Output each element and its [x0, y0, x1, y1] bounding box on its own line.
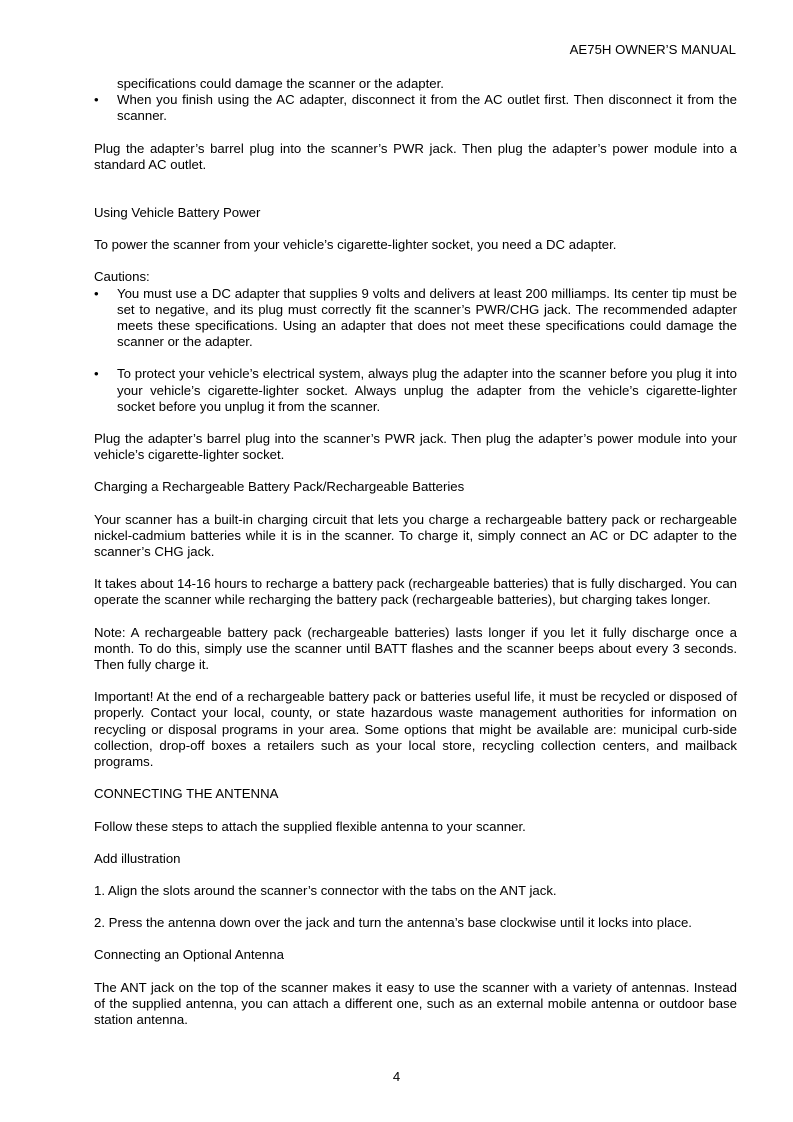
step-2: 2. Press the antenna down over the jack and turn the antenna’s base clockwise until it locks into place. — [94, 915, 692, 931]
bullet-item: • To protect your vehicle’s electrical system, always plug the adapter into the scanner before you plug it into your vehicle’s cigarette-lighter socket. Always unplug the adapter from the vehicle’s cigarette-lighter socket before you unplug it from the scanner. — [94, 366, 737, 415]
antenna-heading: CONNECTING THE ANTENNA — [94, 786, 279, 802]
caution-bullets — [94, 286, 737, 415]
page-body — [94, 76, 737, 1028]
important-paragraph: Important! At the end of a rechargeable battery pack or batteries useful life, it must be recycled or disposed of properly. Contact your local, county, or state hazardous waste management authorities for information on recycling or disposal programs in your area. Some options that might be available are: municipal curb-side collection, drop-off boxes a retailers such as your local store, recycling collection centers, and mailback programs. — [94, 689, 737, 770]
optional-antenna-heading: Connecting an Optional Antenna — [94, 947, 284, 963]
dc-plug-paragraph: Plug the adapter’s barrel plug into the scanner’s PWR jack. Then plug the adapter’s power module into your vehicle’s cigarette-lighter socket. — [94, 431, 737, 463]
note-paragraph: Note: A rechargeable battery pack (rechargeable batteries) lasts longer if you let it fully discharge once a month. To do this, simply use the scanner until BATT flashes and the scanner beeps about every 3 seconds. Then fully charge it. — [94, 624, 737, 673]
ac-plug-paragraph: Plug the adapter’s barrel plug into the scanner’s PWR jack. Then plug the adapter’s power module into a standard AC outlet. — [94, 140, 737, 172]
cautions-label: Cautions: — [94, 269, 150, 285]
antenna-intro-paragraph: Follow these steps to attach the supplied flexible antenna to your scanner. — [94, 818, 526, 834]
add-illustration-note: Add illustration — [94, 850, 181, 866]
running-header: AE75H OWNER’S MANUAL — [569, 42, 736, 57]
vehicle-intro-paragraph: To power the scanner from your vehicle’s cigarette-lighter socket, you need a DC adapter. — [94, 237, 617, 253]
optional-antenna-paragraph: The ANT jack on the top of the scanner makes it easy to use the scanner with a variety of antennas. Instead of the supplied antenna, you can attach a different one, such as an external mobile antenna or outdoor base station antenna. — [94, 979, 737, 1027]
bullet-item: • You must use a DC adapter that supplies 9 volts and delivers at least 200 milliamps. Its center tip must be set to negative, and its plug must correctly fit the scanner’s PWR/CHG jack. The recommended adapter meets these specifications. Using an adapter that does not meet these specifications could damage the scanner or the adapter. — [94, 286, 737, 351]
step-1: 1. Align the slots around the scanner’s connector with the tabs on the ANT jack. — [94, 882, 557, 898]
vehicle-battery-heading: Using Vehicle Battery Power — [94, 205, 261, 221]
charging-heading: Charging a Rechargeable Battery Pack/Rechargeable Batteries — [94, 479, 465, 495]
continued-bullet-text: specifications could damage the scanner or the adapter. — [117, 76, 444, 91]
bullet-item: • When you finish using the AC adapter, disconnect it from the AC outlet first. Then disconnect it from the scanner. — [94, 92, 737, 124]
ac-adapter-bullets — [94, 92, 737, 124]
page-number: 4 — [392, 1069, 401, 1084]
charging-circuit-paragraph: Your scanner has a built-in charging circuit that lets you charge a rechargeable battery pack or rechargeable nickel-cadmium batteries while it is in the scanner. To charge it, simply connect an AC or DC adapter to the scanner’s CHG jack. — [94, 511, 737, 560]
charge-time-paragraph: It takes about 14-16 hours to recharge a battery pack (rechargeable batteries) that is fully discharged. You can operate the scanner while recharging the battery pack (rechargeable batteries), but charging takes longer. — [94, 576, 737, 608]
